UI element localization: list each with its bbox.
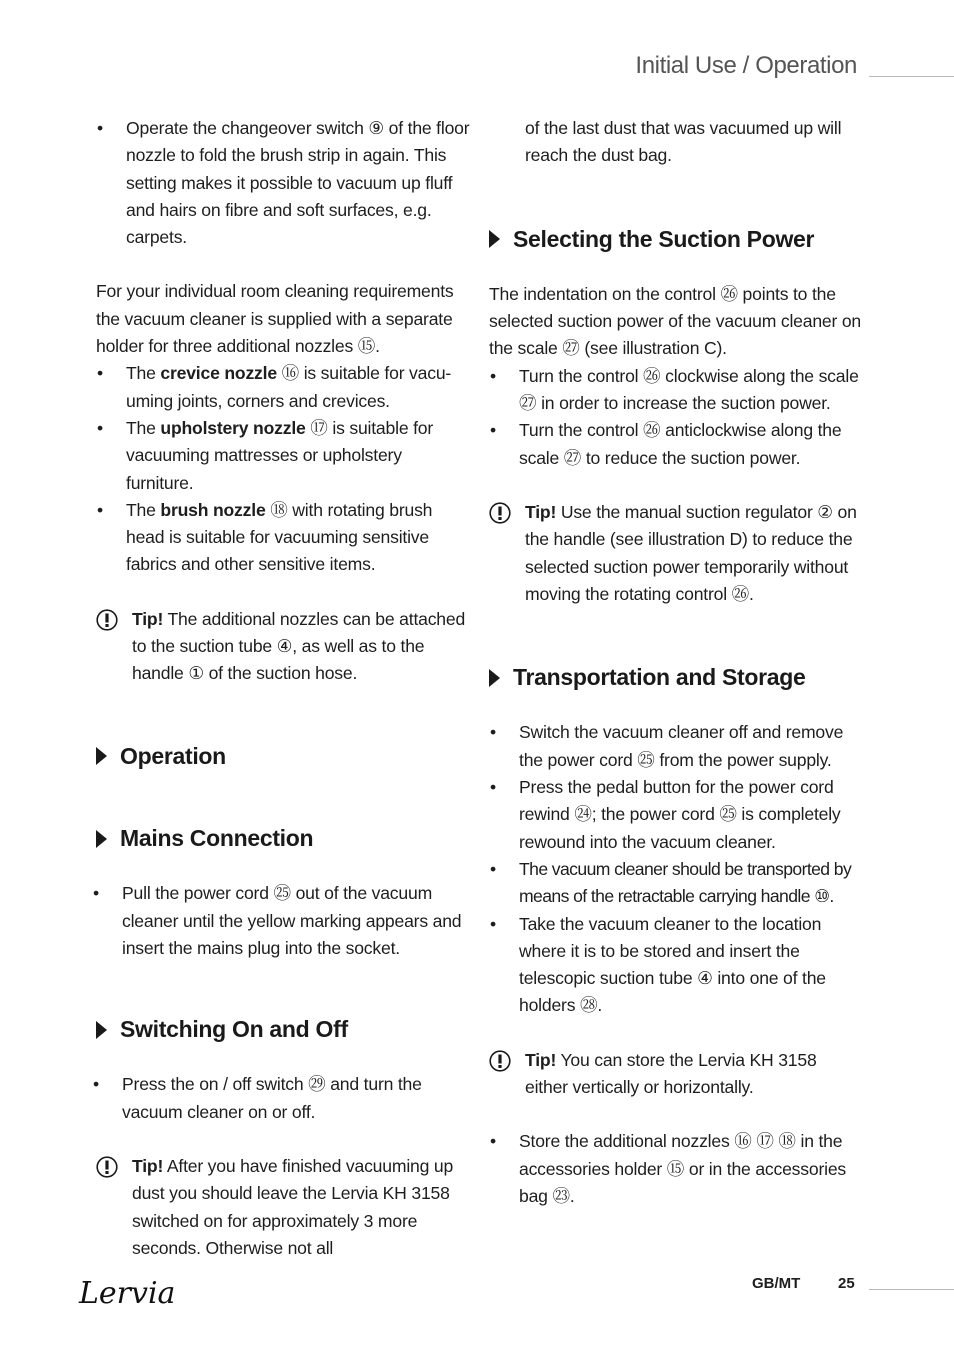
tip-box [96,606,471,688]
triangle-right-icon [96,830,107,848]
tip-box [96,1153,471,1262]
triangle-right-icon [489,669,500,687]
list-item: • Pull the power cord ㉕ out of the vacuum cleaner until the yellow marking appears and insert the mains plug into the socket. [92,880,471,962]
list-item: • The brush nozzle ⑱ with rotating brush head is suitable for vacuuming sensitive fabrics and other sensitive items. [96,497,471,579]
section-heading-mains-connection: Mains Connection [96,825,471,852]
brand-logo: Lervia [79,1276,176,1311]
right-column [489,115,864,1210]
mains-list [92,880,471,962]
switching-list [92,1071,471,1126]
tip-box [489,499,864,608]
nozzles-paragraph: For your individual room cleaning requirements the vacuum cleaner is supplied with a separate holder for three additional nozzles ⑮. [96,281,454,357]
list-item: • Take the vacuum cleaner to the location where it is to be stored and insert the telescopic suction tube ④ into one of the holders ㉘. [489,911,864,1020]
nozzle-name: crevice nozzle [160,363,277,384]
list-item: • Turn the control ㉖ clockwise along the scale ㉗ in order to increase the suction power. [489,363,864,418]
tip-text: After you have finished vacuuming up dust you should leave the Lervia KH 3158 switched on for approximately 3 more seconds. Otherwise not all [132,1156,454,1258]
page-header-title: Initial Use / Operation [635,52,857,79]
tip-continuation: of the last dust that was vacuumed up will reach the dust bag. [525,118,842,166]
list-item: • Press the pedal button for the power cord rewind ㉔; the power cord ㉕ is completely rewound into the vacuum cleaner. [489,774,864,856]
triangle-right-icon [96,747,107,765]
section-heading-operation: Operation [96,743,471,770]
tip-label: Tip! [132,608,164,629]
section-heading-switching: Switching On and Off [96,1016,471,1043]
header-rule [869,76,954,77]
list-item: • Store the additional nozzles ⑯ ⑰ ⑱ in the accessories holder ⑮ or in the accessories bag ㉓. [489,1128,864,1210]
nozzle-list [96,360,471,578]
triangle-right-icon [96,1021,107,1039]
footer-region-code: GB/MT [752,1275,801,1292]
transport-list [489,719,864,1019]
suction-paragraph: The indentation on the control ㉖ points to the selected suction power of the vacuum cleaner on the scale ㉗ (see illustration C). [489,283,862,359]
tip-label: Tip! [132,1156,164,1177]
page-number: 25 [838,1275,855,1292]
exclamation-circle-icon [489,502,511,524]
section-heading-transport: Transportation and Storage [489,664,864,691]
tip-text: Use the manual suction regulator ② on the handle (see illustration D) to reduce the selected suction power temporarily without moving the rotating control ㉖. [525,501,857,604]
left-column [96,115,471,1262]
store-list [489,1128,864,1210]
nozzle-name: upholstery nozzle [160,417,306,438]
exclamation-circle-icon [96,1156,118,1178]
suction-list [489,363,864,472]
list-item: • Press the on / off switch ㉙ and turn the vacuum cleaner on or off. [92,1071,471,1126]
exclamation-circle-icon [489,1050,511,1072]
list-item: • Operate the changeover switch ⑨ of the floor nozzle to fold the brush strip in again. This setting makes it possible to vacuum up fluff and hairs on fibre and soft surfaces, e.g. carpets. [96,115,471,251]
tip-label: Tip! [525,501,557,522]
list-item: • The vacuum cleaner should be transported by means of the retractable carrying handle ⑩. [489,856,864,911]
footer-rule [869,1289,954,1290]
intro-list [96,115,471,251]
list-item: • Switch the vacuum cleaner off and remove the power cord ㉕ from the power supply. [489,719,864,774]
tip-box [489,1047,864,1102]
list-item: • Turn the control ㉖ anticlockwise along the scale ㉗ to reduce the suction power. [489,417,864,472]
exclamation-circle-icon [96,609,118,631]
triangle-right-icon [489,230,500,248]
tip-text: The additional nozzles can be attached to the suction tube ④, as well as to the handle ① of the suction hose. [132,608,466,684]
list-item: • The crevice nozzle ⑯ is suitable for vacuuming joints, corners and crevices. [96,360,471,415]
nozzle-name: brush nozzle [160,499,266,520]
section-heading-suction-power: Selecting the Suction Power [489,226,864,253]
list-item: • The upholstery nozzle ⑰ is suitable for vacuuming mattresses or upholstery furniture. [96,415,471,497]
tip-text: You can store the Lervia KH 3158 either vertically or horizontally. [525,1049,817,1098]
tip-label: Tip! [525,1049,557,1070]
